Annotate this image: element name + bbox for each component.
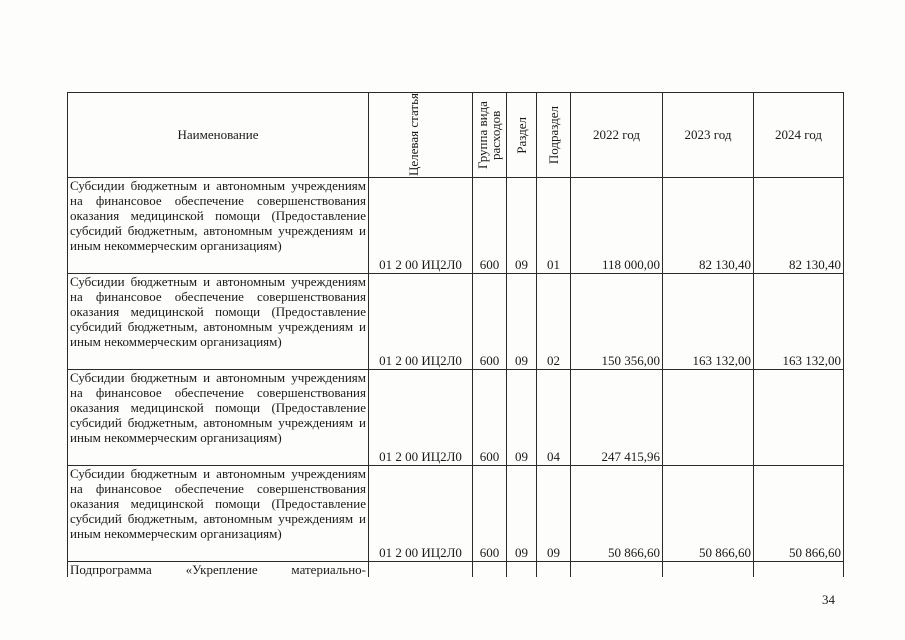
- empty-cell: [537, 562, 571, 578]
- header-target-article: Целевая статья: [369, 93, 473, 178]
- row-subsection: 04: [537, 370, 571, 466]
- header-section: Раздел: [507, 93, 537, 178]
- row-section: 09: [507, 274, 537, 370]
- row-name: Субсидии бюджетным и автономным учреждениям на финансовое обеспечение совершенствования оказания медицинской помощи (Предоставление субсидий бюджетным, автономным учреждениям и иным некоммерческим организациям): [68, 466, 369, 562]
- row-name-partial: Подпрограмма «Укрепление материально-: [68, 562, 369, 578]
- row-2022: 150 356,00: [571, 274, 663, 370]
- empty-cell: [473, 562, 507, 578]
- empty-cell: [369, 562, 473, 578]
- table-row: [68, 370, 844, 466]
- row-2023: [663, 370, 754, 466]
- row-subsection: 02: [537, 274, 571, 370]
- table-row: [68, 466, 844, 562]
- empty-cell: [663, 562, 754, 578]
- row-2022: 50 866,60: [571, 466, 663, 562]
- row-article: 01 2 00 ИЦ2Л0: [369, 274, 473, 370]
- table-row: [68, 274, 844, 370]
- row-2022: 247 415,96: [571, 370, 663, 466]
- header-2022: 2022 год: [571, 93, 663, 178]
- row-subsection: 01: [537, 178, 571, 274]
- header-2024: 2024 год: [754, 93, 844, 178]
- empty-cell: [754, 562, 844, 578]
- header-name: Наименование: [68, 93, 369, 178]
- row-2023: 50 866,60: [663, 466, 754, 562]
- row-section: 09: [507, 178, 537, 274]
- row-group: 600: [473, 466, 507, 562]
- row-2024: 82 130,40: [754, 178, 844, 274]
- header-2023: 2023 год: [663, 93, 754, 178]
- row-2024: 163 132,00: [754, 274, 844, 370]
- page-number: 34: [822, 592, 835, 607]
- empty-cell: [507, 562, 537, 578]
- header-expense-group: Группа вида расходов: [473, 93, 507, 178]
- row-group: 600: [473, 274, 507, 370]
- row-group: 600: [473, 178, 507, 274]
- row-section: 09: [507, 466, 537, 562]
- row-name: Субсидии бюджетным и автономным учреждениям на финансовое обеспечение совершенствования оказания медицинской помощи (Предоставление субсидий бюджетным, автономным учреждениям и иным некоммерческим организациям): [68, 178, 369, 274]
- row-2024: [754, 370, 844, 466]
- row-subsection: 09: [537, 466, 571, 562]
- header-subsection: Подраздел: [537, 93, 571, 178]
- row-2024: 50 866,60: [754, 466, 844, 562]
- row-2022: 118 000,00: [571, 178, 663, 274]
- row-section: 09: [507, 370, 537, 466]
- row-article: 01 2 00 ИЦ2Л0: [369, 370, 473, 466]
- row-article: 01 2 00 ИЦ2Л0: [369, 466, 473, 562]
- row-group: 600: [473, 370, 507, 466]
- row-article: 01 2 00 ИЦ2Л0: [369, 178, 473, 274]
- header-row: [68, 93, 844, 178]
- row-name: Субсидии бюджетным и автономным учреждениям на финансовое обеспечение совершенствования оказания медицинской помощи (Предоставление субсидий бюджетным, автономным учреждениям и иным некоммерческим организациям): [68, 274, 369, 370]
- budget-table: [67, 92, 844, 577]
- row-2023: 163 132,00: [663, 274, 754, 370]
- empty-cell: [571, 562, 663, 578]
- table-row-partial: [68, 562, 844, 578]
- row-name: Субсидии бюджетным и автономным учреждениям на финансовое обеспечение совершенствования оказания медицинской помощи (Предоставление субсидий бюджетным, автономным учреждениям и иным некоммерческим организациям): [68, 370, 369, 466]
- row-2023: 82 130,40: [663, 178, 754, 274]
- table-row: [68, 178, 844, 274]
